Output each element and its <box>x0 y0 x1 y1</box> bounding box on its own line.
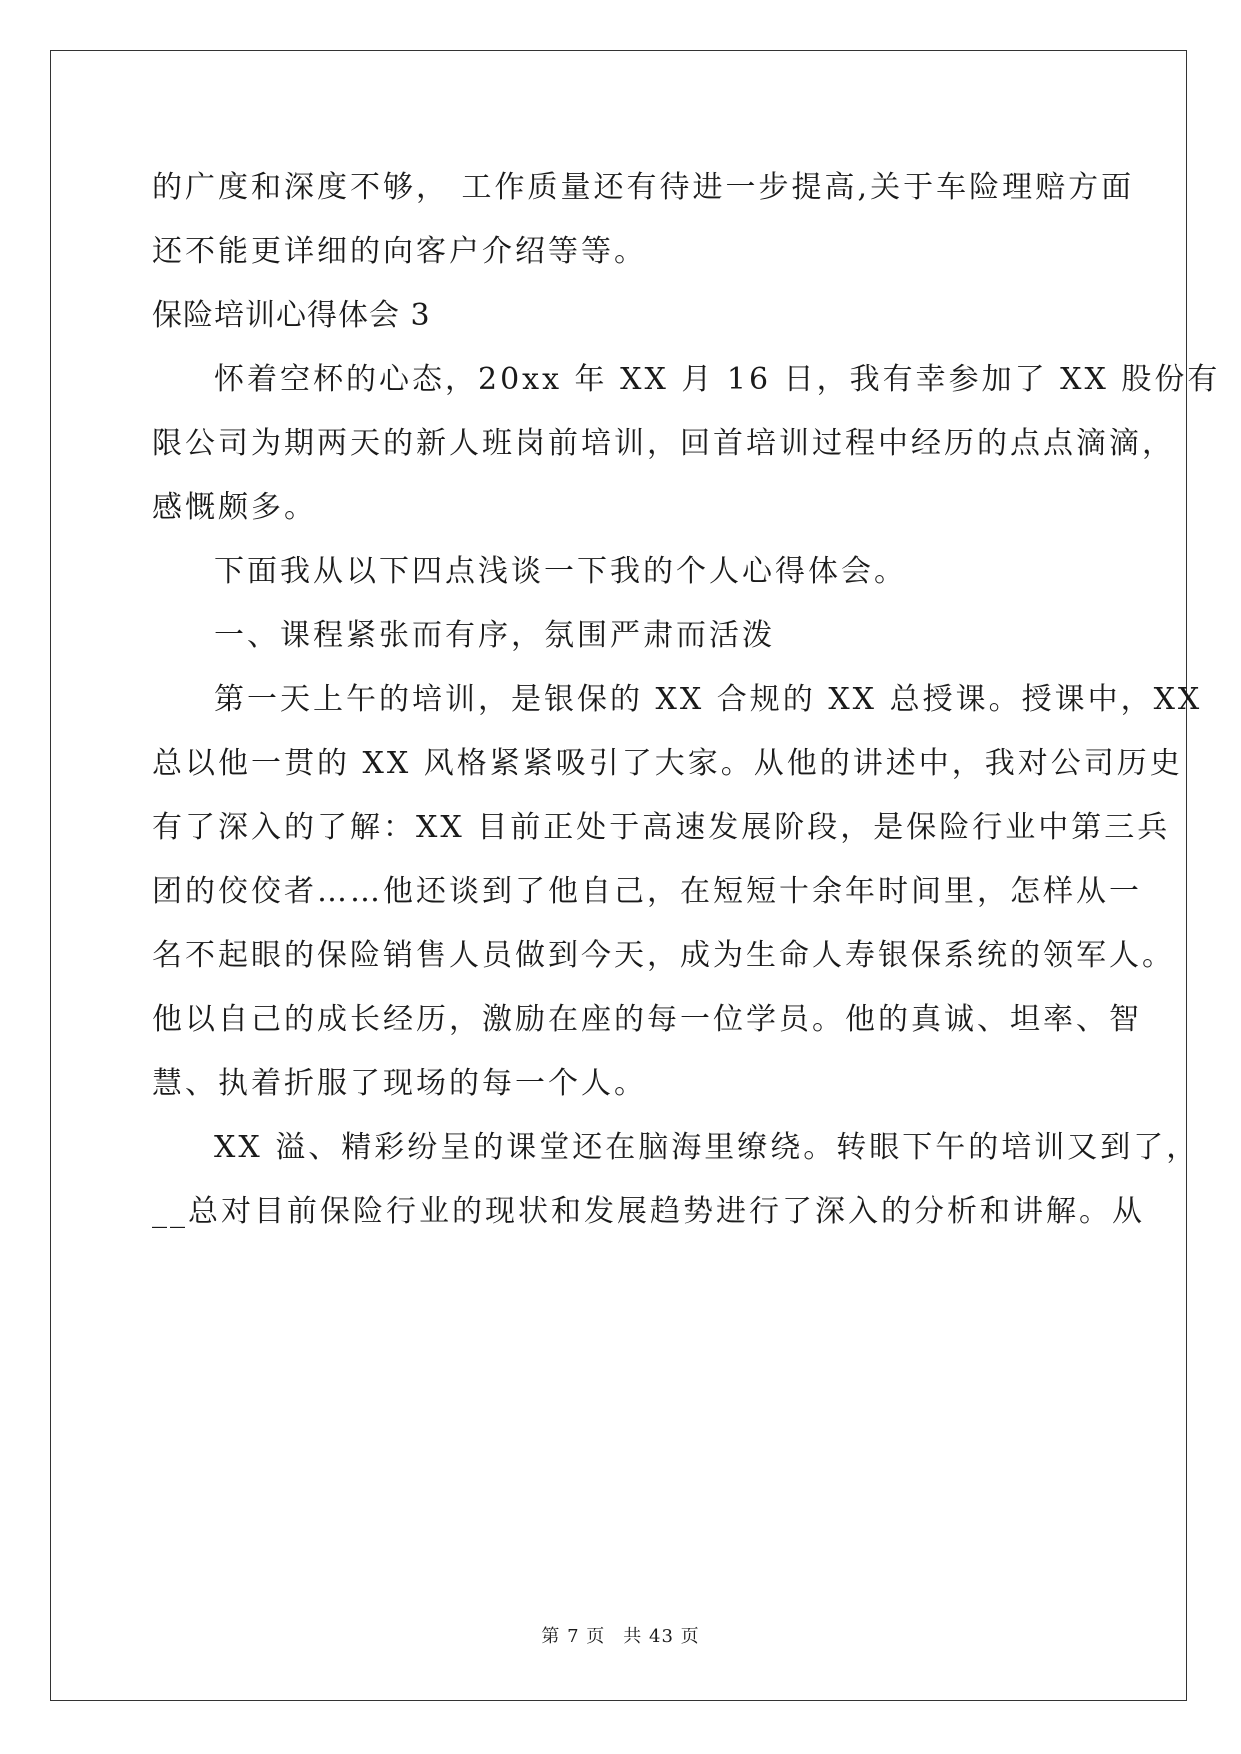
text-line: XX 溢、精彩纷呈的课堂还在脑海里缭绕。转眼下午的培训又到了， <box>214 1130 1200 1165</box>
text-line: 他以自己的成长经历，激励在座的每一位学员。他的真诚、坦率、智 <box>152 1002 1142 1037</box>
section-heading: 保险培训心得体会 3 <box>152 298 431 333</box>
text-line: 的广度和深度不够， 工作质量还有待进一步提高,关于车险理赔方面 <box>152 170 1135 205</box>
text-line: 有了深入的了解：XX 目前正处于高速发展阶段，是保险行业中第三兵 <box>152 810 1171 845</box>
text-line: 限公司为期两天的新人班岗前培训，回首培训过程中经历的点点滴滴， <box>152 426 1175 461</box>
document-body <box>152 164 1221 1252</box>
text-line: 总以他一贯的 XX 风格紧紧吸引了大家。从他的讲述中，我对公司历史 <box>152 746 1183 781</box>
text-line: 第一天上午的培训，是银保的 XX 合规的 XX 总授课。授课中，XX <box>214 682 1203 717</box>
text-line: 团的佼佼者……他还谈到了他自己，在短短十余年时间里，怎样从一 <box>152 874 1142 909</box>
text-line: 慧、执着折服了现场的每一个人。 <box>152 1066 647 1101</box>
text-line: __总对目前保险行业的现状和发展趋势进行了深入的分析和讲解。从 <box>152 1194 1145 1229</box>
page-number: 第 7 页 <box>541 1626 606 1647</box>
text-line: 一、课程紧张而有序，氛围严肃而活泼 <box>214 618 775 653</box>
text-line: 还不能更详细的向客户介绍等等。 <box>152 234 647 269</box>
text-line: 感慨颇多。 <box>152 490 317 525</box>
text-line: 名不起眼的保险销售人员做到今天，成为生命人寿银保系统的领军人。 <box>152 938 1175 973</box>
page-total: 共 43 页 <box>623 1626 700 1647</box>
text-line: 下面我从以下四点浅谈一下我的个人心得体会。 <box>214 554 907 589</box>
text-line: 怀着空杯的心态，20xx 年 XX 月 16 日，我有幸参加了 XX 股份有 <box>214 362 1221 397</box>
page-footer <box>0 1622 1241 1648</box>
